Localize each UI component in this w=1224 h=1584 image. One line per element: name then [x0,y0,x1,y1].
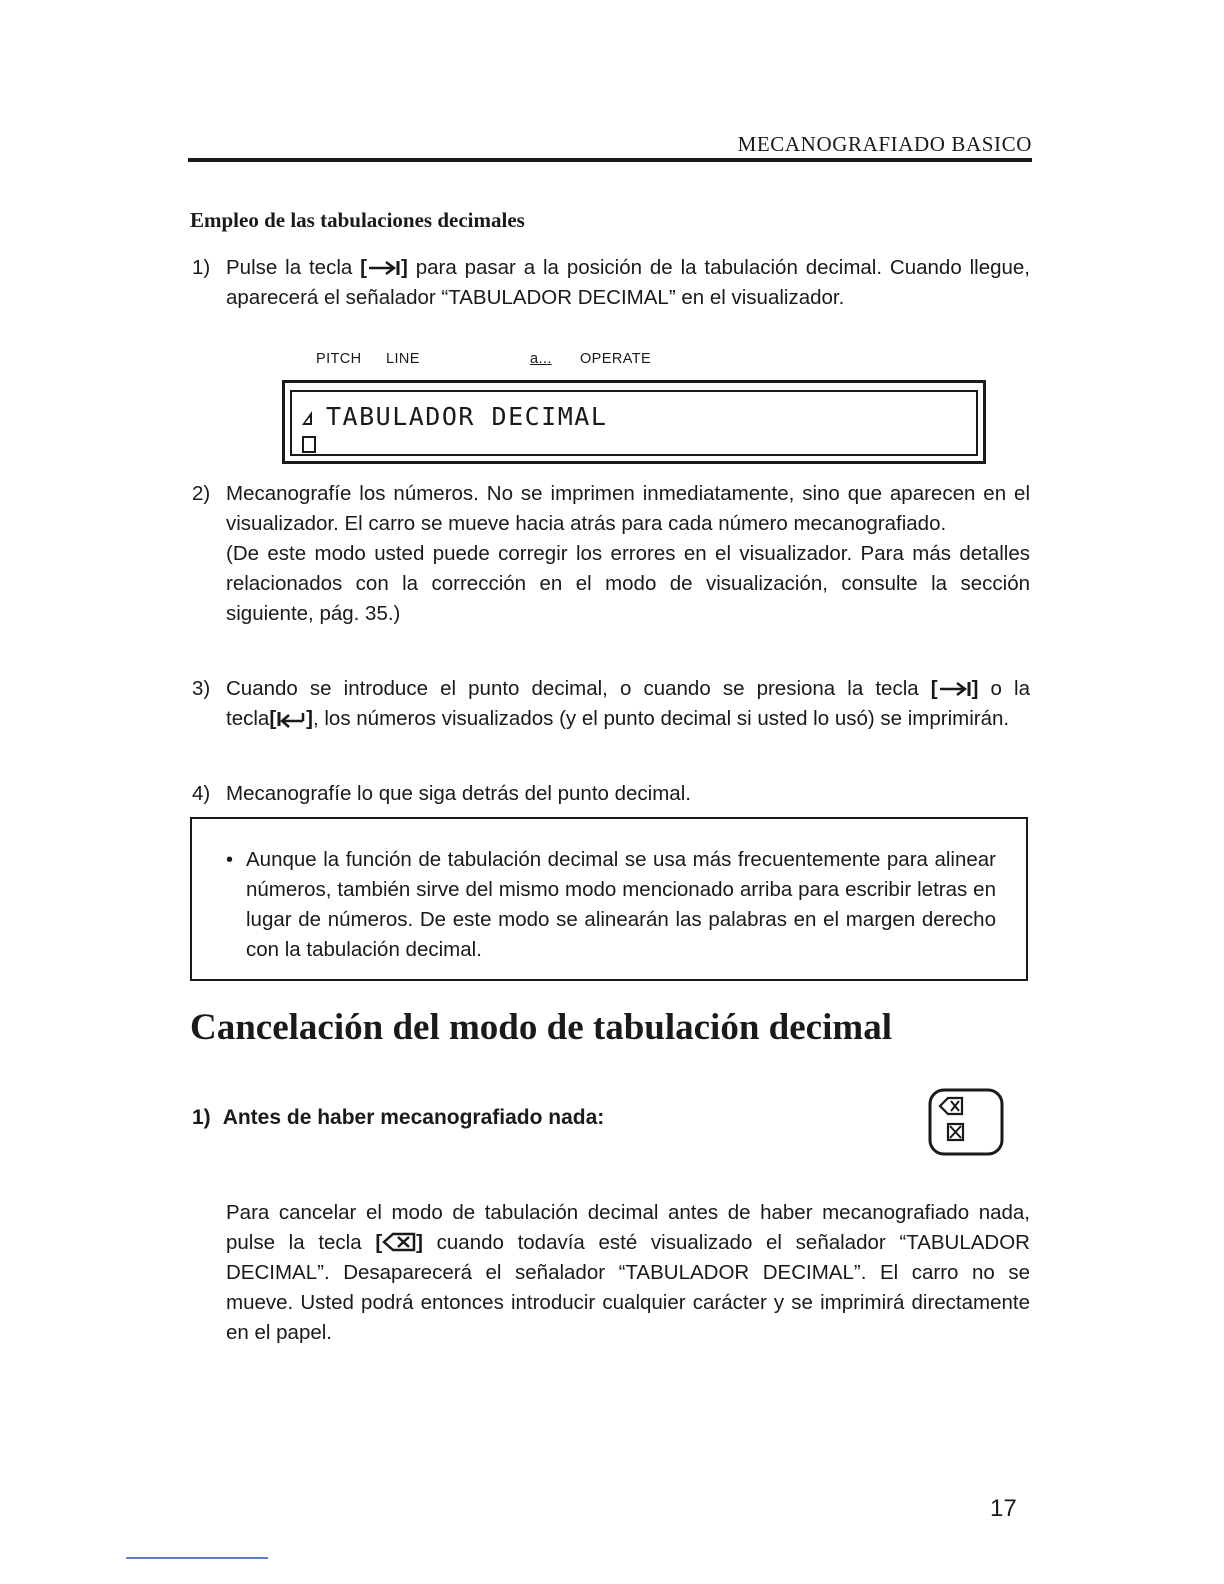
step-4-text: Mecanografíe lo que siga detrás del punto decimal. [226,782,691,805]
header-rule [188,158,1032,162]
step-1-text [226,253,1030,313]
backspace-inline-icon [382,1232,416,1252]
running-header: MECANOGRAFIADO BASICO [737,132,1032,156]
display-label-line: LINE [386,351,420,367]
display-label-a: a... [530,351,552,367]
lcd-display-inner [290,390,978,456]
display-cursor [302,436,316,453]
subheading-text: Antes de haber mecanografiado nada: [222,1106,605,1129]
step-1-post: para pasar a la posición de la tabulación decimal. Cuando llegue, aparecerá el señalador “TABULADOR DECIMAL” en el visualizador. [226,256,1031,309]
tab-key-label: [ ] [930,677,979,700]
step-3-post: , los números visualizados (y el punto decimal si usted lo usó) se imprimirán. [312,707,1010,730]
step-number: 3) [192,677,211,700]
note-bullet: • [226,849,234,871]
display-line-1 [300,402,607,431]
tab-key-icon [938,680,972,698]
note-text: Aunque la función de tabulación decimal se usa más frecuentemente para alinear números, también sirve del mismo modo mencionado arriba para escribir letras en lugar de números. De este modo se alinearán las palabras en el margen derecho con la tabulación decimal. [246,848,996,961]
step-2-text [226,479,1030,629]
lcd-display [282,380,986,464]
backspace-key-badge [928,1088,1004,1156]
backspace-key-icon [928,1088,1004,1156]
step-number: 1) [192,256,211,279]
display-label-operate: OPERATE [580,351,652,367]
tab-key-label: [ ] [360,256,408,279]
backspace-key-label: [ ] [375,1231,423,1254]
return-key-icon [276,710,306,728]
step-number: 2) [192,482,211,505]
subheading-before-typing [192,1106,604,1130]
decimal-tab-marker-icon [300,409,314,427]
step-3-mid: o la tecla [226,677,1031,730]
cancel-pre: Para cancelar el modo de tabulación decimal antes de haber mecanografiado nada, pulse la tecla [226,1201,1030,1254]
subheading-number: 1) [192,1106,211,1129]
return-key-label: [ ] [269,707,313,730]
step-1-pre: Pulse la tecla [226,256,353,279]
display-label-pitch: PITCH [316,351,362,367]
step-2-main: Mecanografíe los números. No se imprimen inmediatamente, sino que aparecen en el visualizador. El carro se mueve hacia atrás para cada número mecanografiado. [226,482,1030,535]
cancel-paragraph [226,1198,1030,1348]
section-title: Cancelación del modo de tabulación decimal [190,1007,892,1048]
bottom-mark [126,1557,268,1559]
tab-key-icon [367,259,401,277]
cancel-post: cuando todavía esté visualizado el señalador “TABULADOR DECIMAL”. Desaparecerá el señalador “TABULADOR DECIMAL”. El carro no se mueve. Usted podrá entonces introducir cualquier carácter y se imprimirá directamente en el papel. [226,1231,1030,1344]
step-number: 4) [192,782,211,805]
step-2-detail: (De este modo usted puede corregir los errores en el visualizador. Para más detalles relacionados con la corrección en el modo de visualización, consulte la sección siguiente, pág. 35.) [226,542,1030,625]
step-3-pre: Cuando se introduce el punto decimal, o cuando se presiona la tecla [226,677,919,700]
page-number: 17 [990,1495,1017,1522]
step-3-text [226,674,1030,734]
display-text: TABULADOR DECIMAL [326,402,608,431]
subheading-decimal-tabs: Empleo de las tabulaciones decimales [190,208,525,232]
